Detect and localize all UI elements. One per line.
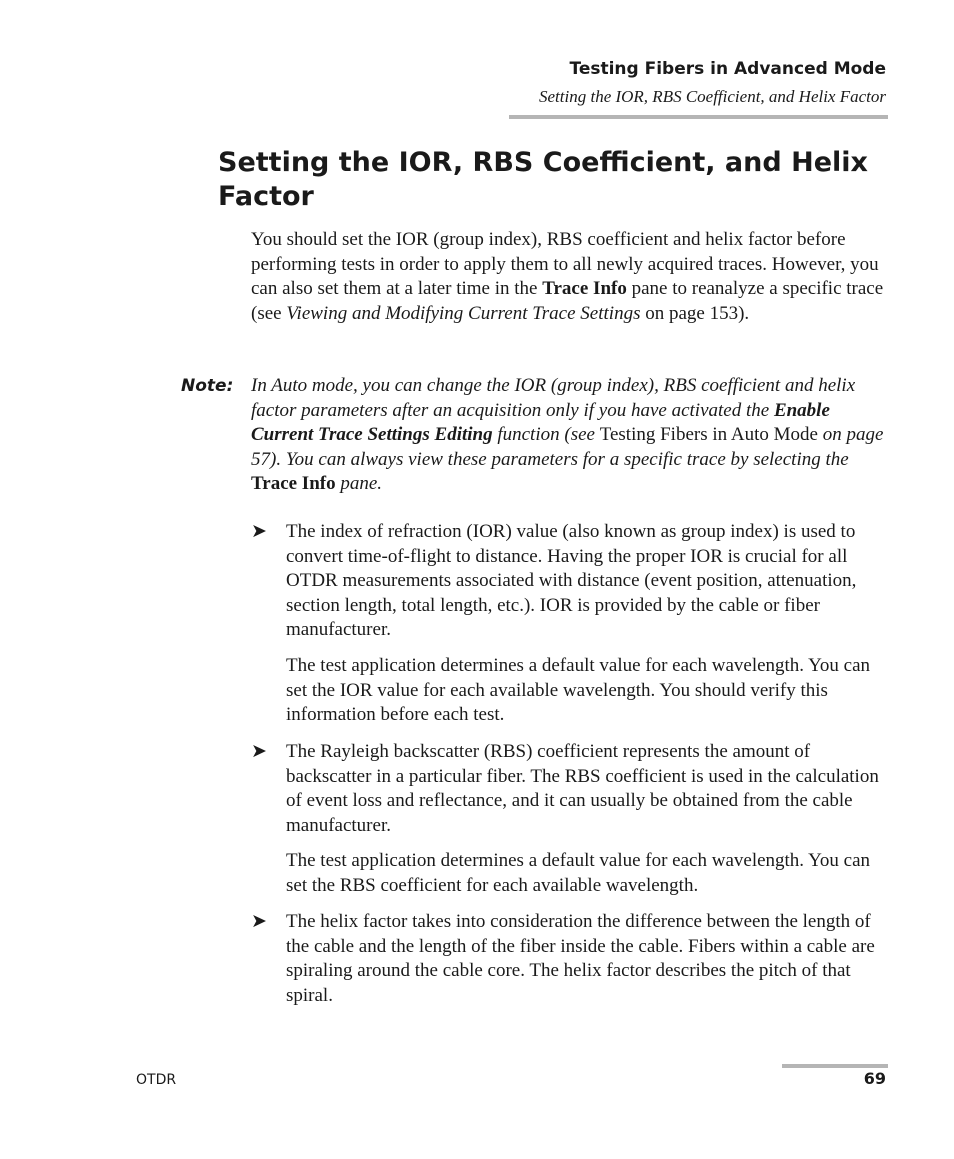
- intro-text-1: You should set the IOR (group index), RBS coefficient and helix factor before performing tests in order to apply them to all newly acquired traces. However, you can also set them at a later time in the: [251, 229, 879, 300]
- enable-editing-term: Enable Current Trace Settings Editing: [251, 399, 830, 446]
- note-text-2: function (see: [492, 424, 600, 446]
- bullet-rbs: The Rayleigh backscatter (RBS) coefficient represents the amount of backscatter in a particular fiber. The RBS coefficient is used in the calculation of event loss and reflectance, and it can usually be obtained from the cable manufacturer.: [286, 741, 879, 836]
- cross-reference-link[interactable]: Viewing and Modifying Current Trace Settings: [286, 302, 641, 324]
- bullet-arrow-icon: ➤: [251, 911, 267, 932]
- note-label: Note:: [181, 376, 234, 396]
- running-header: [539, 58, 886, 108]
- trace-info-note-term: Trace Info: [251, 473, 336, 495]
- section-subtitle: Setting the IOR, RBS Coefficient, and Helix Factor: [539, 87, 886, 106]
- intro-text-2: pane to reanalyze a specific trace (see: [251, 278, 884, 324]
- bullet-rbs-followup: The test application determines a default value for each wavelength. You can set the RBS coefficient for each available wavelength.: [286, 850, 871, 896]
- note-text-1: In Auto mode, you can change the IOR (group index), RBS coefficient and helix factor parameters after an acquisition only if you have activated the: [251, 375, 856, 421]
- footer-rule: [782, 1064, 888, 1068]
- intro-text-3: on page 153).: [640, 302, 750, 324]
- bullet-ior-followup: The test application determines a default value for each wavelength. You can set the IOR value for each available wavelength. You should verify this information before each test.: [286, 655, 871, 726]
- bullet-arrow-icon: ➤: [251, 521, 267, 542]
- auto-mode-link[interactable]: Testing Fibers in Auto Mode: [599, 424, 818, 446]
- bullet-arrow-icon: ➤: [251, 741, 267, 762]
- note-text-3: on page 57). You can always view these parameters for a specific trace by selecting the: [251, 424, 884, 470]
- bullet-helix: The helix factor takes into consideration the difference between the length of the cable and the length of the fiber inside the cable. Fibers within a cable are spiraling around the cable core. The helix factor describes the pitch of that spiral.: [286, 911, 875, 1006]
- note-body: [251, 374, 891, 497]
- page-title: Setting the IOR, RBS Coefficient, and Helix Factor: [218, 147, 868, 212]
- page-number: 69: [863, 1069, 886, 1088]
- note-text-4: pane.: [335, 473, 383, 495]
- bullet-ior: The index of refraction (IOR) value (also known as group index) is used to convert time-of-flight to distance. Having the proper IOR is crucial for all OTDR measurements associated with distance (event position, attenuation, section length, total length, etc.). IOR is provided by the cable or fiber manufacturer.: [286, 521, 857, 641]
- chapter-title: Testing Fibers in Advanced Mode: [569, 59, 886, 79]
- intro-paragraph: [251, 228, 891, 326]
- header-rule: [509, 115, 888, 119]
- footer-product-name: OTDR: [136, 1072, 177, 1088]
- trace-info-term: Trace Info: [542, 278, 627, 300]
